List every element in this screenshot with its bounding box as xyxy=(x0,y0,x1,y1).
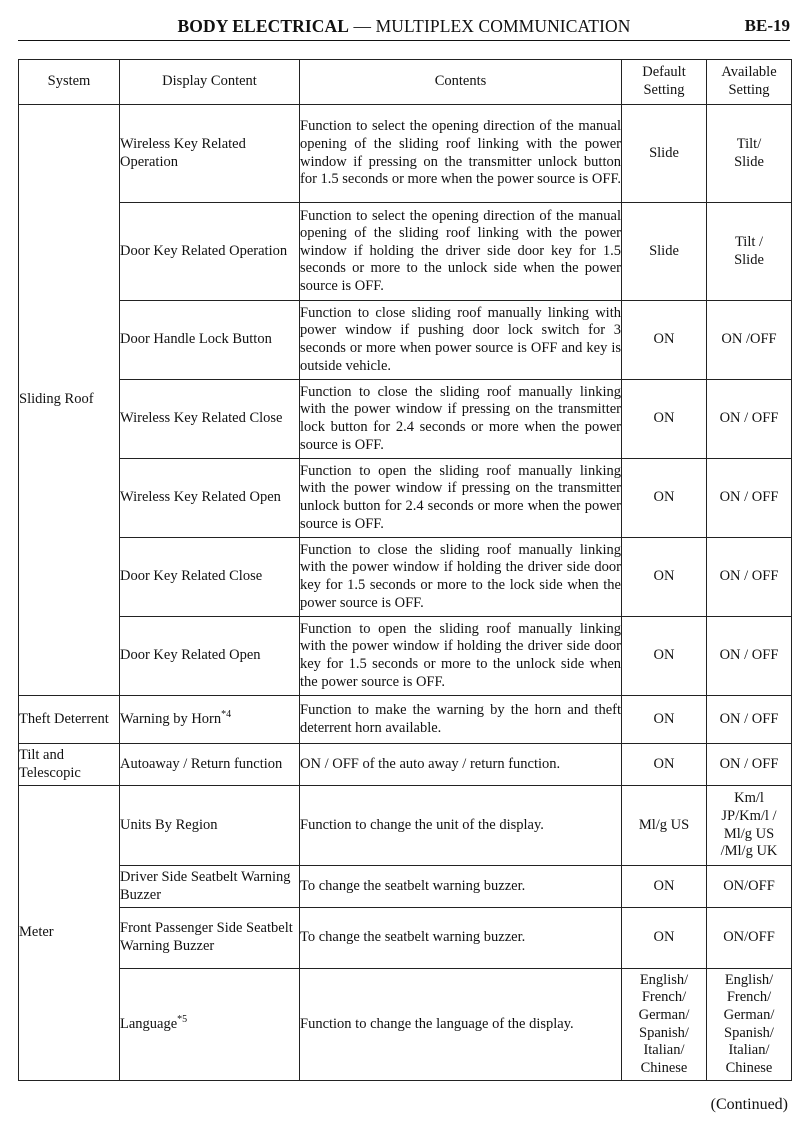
customize-settings-table xyxy=(18,59,792,1081)
available-cell: ON / OFF xyxy=(707,538,792,617)
default-cell: ON xyxy=(622,538,707,617)
display-cell: Driver Side Seatbelt Warning Buzzer xyxy=(120,866,300,908)
available-cell: ON/OFF xyxy=(707,908,792,969)
default-cell: ON xyxy=(622,696,707,744)
table-row xyxy=(19,203,792,301)
available-cell: ON / OFF xyxy=(707,380,792,459)
available-cell: ON / OFF xyxy=(707,459,792,538)
display-cell: Door Key Related Open xyxy=(120,617,300,696)
available-line: Slide xyxy=(734,153,764,170)
contents-cell: Function to close the sliding roof manually linking with the power window if pressing on the transmitter lock button for 2.4 seconds or more when the power source is OFF. xyxy=(300,380,622,459)
table-row xyxy=(19,744,792,786)
available-cell xyxy=(707,969,792,1081)
contents-cell: Function to change the unit of the display. xyxy=(300,786,622,866)
col-header-available-line1: Available xyxy=(721,64,777,81)
available-line: Tilt/ xyxy=(736,135,762,152)
continued-note: (Continued) xyxy=(710,1096,788,1113)
contents-cell: To change the seatbelt warning buzzer. xyxy=(300,866,622,908)
language-line: English/ xyxy=(724,971,774,988)
table-header-row xyxy=(19,60,792,105)
contents-cell: Function to open the sliding roof manually linking with the power window if pressing on the transmitter unlock button for 2.4 seconds or more when the power source is OFF. xyxy=(300,459,622,538)
contents-cell: Function to close sliding roof manually linking with power window if pushing door lock switch for 3 seconds or more when power source is OFF and key is outside vehicle. xyxy=(300,301,622,380)
default-cell: ON xyxy=(622,866,707,908)
contents-cell: Function to select the opening direction of the manual opening of the sliding roof linking with the power window if holding the driver side door key for 1.5 seconds or more to the unlock side when the power source is OFF. xyxy=(300,203,622,301)
display-cell: Front Passenger Side Seatbelt Warning Buzzer xyxy=(120,908,300,969)
table-row xyxy=(19,617,792,696)
contents-cell: Function to select the opening direction of the manual opening of the sliding roof linking with the power window if pressing on the transmitter unlock button for 1.5 seconds or more when the power source is OFF. xyxy=(300,105,622,203)
display-cell: Wireless Key Related Close xyxy=(120,380,300,459)
language-line: Chinese xyxy=(640,1059,688,1076)
available-line: /Ml/g UK xyxy=(720,843,778,860)
language-line: German/ xyxy=(638,1006,690,1023)
footnote-mark: *4 xyxy=(221,708,232,720)
table-row xyxy=(19,969,792,1081)
table-row xyxy=(19,105,792,203)
col-header-default-line2: Setting xyxy=(643,82,685,98)
language-line: French/ xyxy=(641,989,687,1006)
page-title xyxy=(18,16,790,37)
col-header-system: System xyxy=(19,60,120,105)
default-cell: ON xyxy=(622,744,707,786)
col-header-contents: Contents xyxy=(300,60,622,105)
default-cell: ON xyxy=(622,617,707,696)
display-cell: Wireless Key Related Operation xyxy=(120,105,300,203)
table-row xyxy=(19,908,792,969)
default-cell: ON xyxy=(622,459,707,538)
table-row xyxy=(19,866,792,908)
available-line: Tilt / xyxy=(734,233,764,250)
available-line: Slide xyxy=(734,251,764,268)
available-cell: ON/OFF xyxy=(707,866,792,908)
display-cell: Door Key Related Close xyxy=(120,538,300,617)
default-cell: Ml/g US xyxy=(622,786,707,866)
available-cell xyxy=(707,105,792,203)
display-cell: Door Handle Lock Button xyxy=(120,301,300,380)
system-cell-theft-deterrent: Theft Deterrent xyxy=(19,696,120,744)
available-cell: ON / OFF xyxy=(707,617,792,696)
display-cell: Autoaway / Return function xyxy=(120,744,300,786)
table-row xyxy=(19,696,792,744)
table-row xyxy=(19,786,792,866)
title-section: BODY ELECTRICAL xyxy=(177,16,350,36)
system-cell-meter: Meter xyxy=(19,786,120,1081)
page-number: BE-19 xyxy=(744,16,790,35)
available-cell xyxy=(707,203,792,301)
display-cell: Door Key Related Operation xyxy=(120,203,300,301)
language-line: French/ xyxy=(726,989,772,1006)
display-cell: Wireless Key Related Open xyxy=(120,459,300,538)
available-line: JP/Km/l / xyxy=(721,807,777,824)
table-row xyxy=(19,301,792,380)
contents-cell: To change the seatbelt warning buzzer. xyxy=(300,908,622,969)
header-divider xyxy=(18,40,790,41)
table-row xyxy=(19,459,792,538)
language-line: Spanish/ xyxy=(639,1024,689,1041)
default-cell: ON xyxy=(622,301,707,380)
col-header-default xyxy=(622,60,707,105)
language-line: Chinese xyxy=(725,1059,773,1076)
available-cell: ON / OFF xyxy=(707,744,792,786)
display-cell: Units By Region xyxy=(120,786,300,866)
col-header-available-line2: Setting xyxy=(728,82,770,98)
available-cell xyxy=(707,786,792,866)
default-cell: Slide xyxy=(622,203,707,301)
system-cell-sliding-roof: Sliding Roof xyxy=(19,105,120,696)
title-subsection: MULTIPLEX COMMUNICATION xyxy=(375,16,631,36)
contents-cell: Function to open the sliding roof manually linking with the power window if holding the driver side door key for 1.5 seconds or more to the unlock side when the power source is OFF. xyxy=(300,617,622,696)
language-line: English/ xyxy=(639,971,689,988)
default-cell: ON xyxy=(622,908,707,969)
contents-cell: Function to close the sliding roof manually linking with the power window if holding the driver side door key for 1.5 seconds or more to the lock side when the power source is OFF. xyxy=(300,538,622,617)
page-header xyxy=(18,10,790,40)
contents-cell: Function to make the warning by the horn and theft deterrent horn available. xyxy=(300,696,622,744)
title-dash: — xyxy=(349,16,376,36)
display-text: Language xyxy=(120,1015,178,1032)
display-text: Warning by Horn xyxy=(120,710,222,727)
default-cell: Slide xyxy=(622,105,707,203)
language-line: Italian/ xyxy=(643,1042,685,1059)
footnote-mark: *5 xyxy=(177,1013,188,1025)
default-cell: ON xyxy=(622,380,707,459)
available-line: Km/l xyxy=(734,790,764,807)
available-cell: ON / OFF xyxy=(707,696,792,744)
system-cell-tilt-telescopic: Tilt and Telescopic xyxy=(19,744,120,786)
table-row xyxy=(19,538,792,617)
default-cell xyxy=(622,969,707,1081)
col-header-available xyxy=(707,60,792,105)
display-cell xyxy=(120,969,300,1081)
language-line: Spanish/ xyxy=(724,1024,774,1041)
contents-cell: Function to change the language of the display. xyxy=(300,969,622,1081)
col-header-default-line1: Default xyxy=(642,64,686,81)
available-line: Ml/g US xyxy=(723,825,775,842)
contents-cell: ON / OFF of the auto away / return function. xyxy=(300,744,622,786)
language-line: German/ xyxy=(723,1006,775,1023)
available-cell: ON /OFF xyxy=(707,301,792,380)
display-cell xyxy=(120,696,300,744)
language-line: Italian/ xyxy=(728,1042,770,1059)
col-header-display: Display Content xyxy=(120,60,300,105)
table-row xyxy=(19,380,792,459)
